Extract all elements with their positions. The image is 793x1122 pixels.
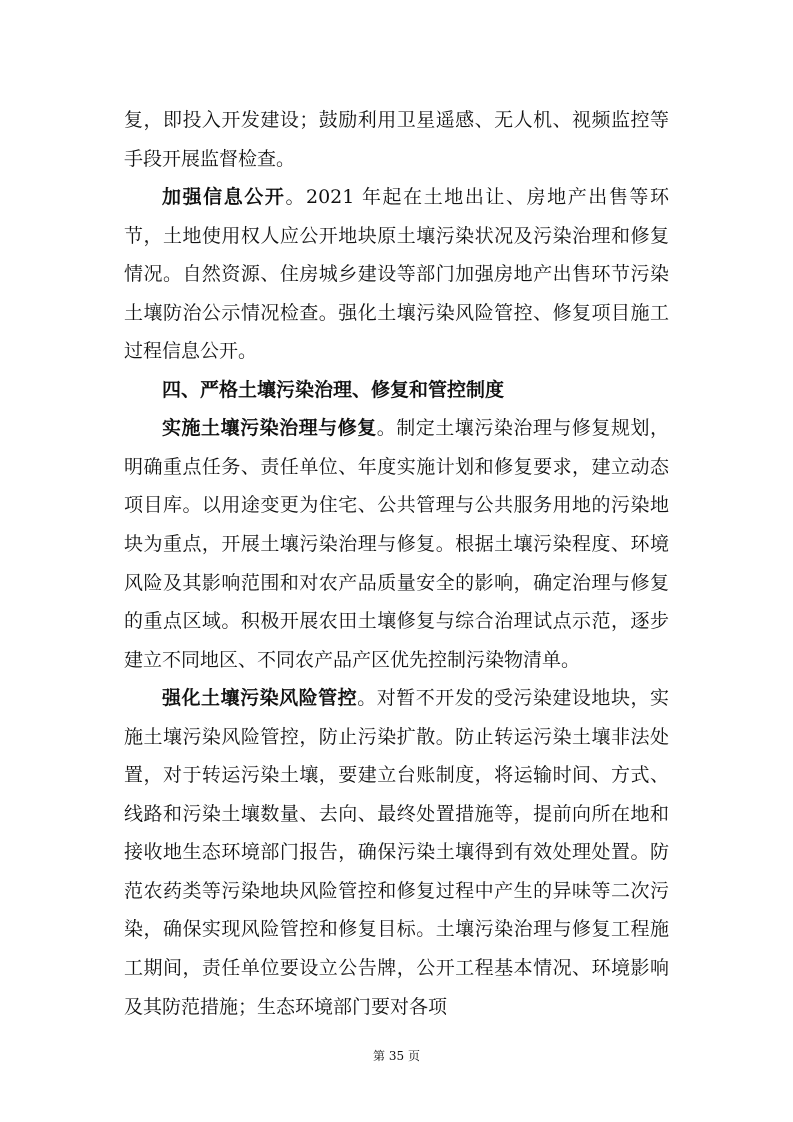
- page-number: 第 35 页: [373, 1049, 420, 1063]
- paragraph-remediation: [124, 409, 669, 679]
- paragraph-lead: 实施土壤污染治理与修复: [162, 417, 377, 440]
- paragraph-risk-control: [124, 679, 669, 1026]
- paragraph-lead: 强化土壤污染风险管控: [162, 687, 358, 710]
- paragraph-text: 。制定土壤污染治理与修复规划，明确重点任务、责任单位、年度实施计划和修复要求，建立动态项目库。以用途变更为住宅、公共管理与公共服务用地的污染地块为重点，开展土壤污染治理与修复。根据土壤污染程度、环境风险及其影响范围和对农产品质量安全的影响，确定治理与修复的重点区域。积极开展农田土壤修复与综合治理试点示范，逐步建立不同地区、不同农产品产区优先控制污染物清单。: [124, 417, 669, 671]
- paragraph-continuation: [124, 101, 669, 178]
- paragraph-text: 。2021 年起在土地出让、房地产出售等环节，土地使用权人应公开地块原土壤污染状况及污染治理和修复情况。自然资源、住房城乡建设等部门加强房地产出售环节污染土壤防治公示情况检查。强化土壤污染风险管控、修复项目施工过程信息公开。: [124, 186, 669, 363]
- section-heading: 四、严格土壤污染治理、修复和管控制度: [162, 378, 505, 401]
- body-text: [124, 101, 669, 1026]
- paragraph-lead: 加强信息公开: [162, 186, 286, 209]
- paragraph-text: 。对暂不开发的受污染建设地块，实施土壤污染风险管控，防止污染扩散。防止转运污染土壤非法处置，对于转运污染土壤，要建立台账制度，将运输时间、方式、线路和污染土壤数量、去向、最终处置措施等，提前向所在地和接收地生态环境部门报告，确保污染土壤得到有效处理处置。防范农药类等污染地块风险管控和修复过程中产生的异味等二次污染，确保实现风险管控和修复目标。土壤污染治理与修复工程施工期间，责任单位要设立公告牌，公开工程基本情况、环境影响及其防范措施；生态环境部门要对各项: [124, 687, 669, 1018]
- paragraph-info-disclosure: [124, 178, 669, 371]
- paragraph-text: 复，即投入开发建设；鼓励利用卫星遥感、无人机、视频监控等手段开展监督检查。: [124, 109, 669, 170]
